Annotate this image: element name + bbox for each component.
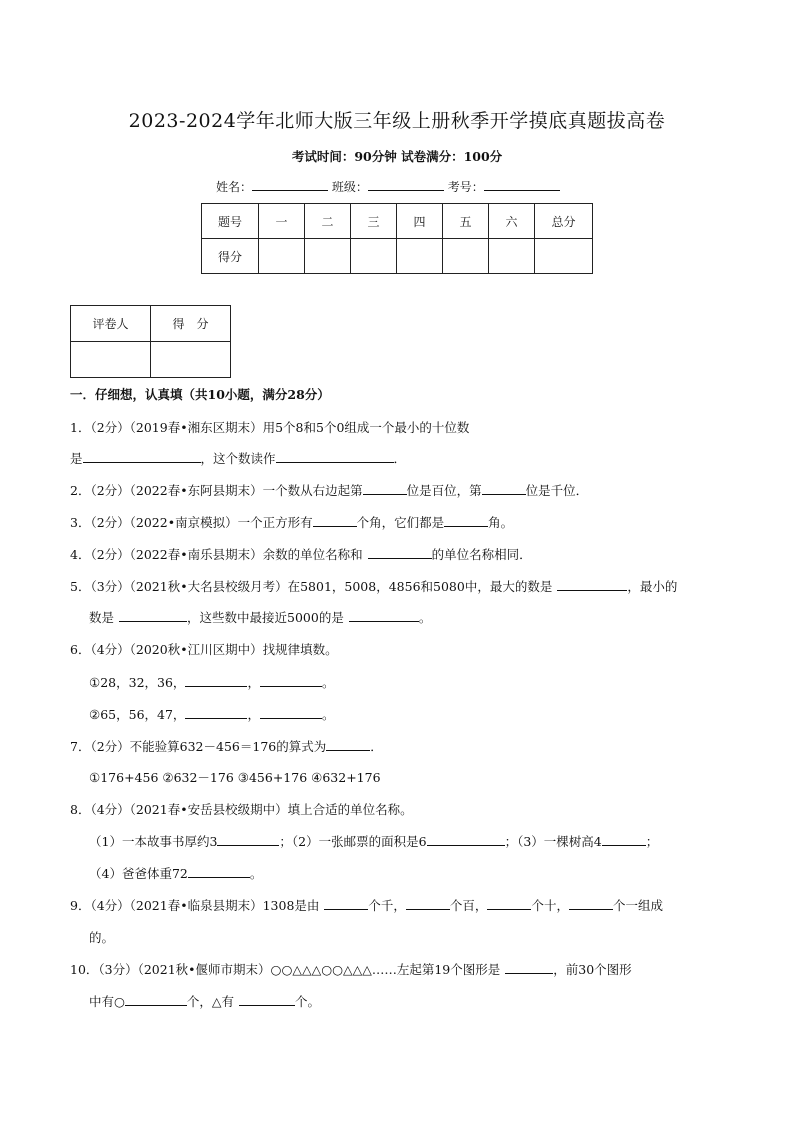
question-5-line2: [89, 608, 431, 626]
score-header-cell: 四: [397, 204, 443, 239]
id-label: 考号：: [447, 180, 484, 194]
question-10: [70, 960, 632, 978]
student-info-line: [216, 178, 560, 195]
score-cell[interactable]: [489, 239, 535, 274]
q10-text-d: 个，△有: [186, 994, 235, 1009]
q6-blank-4[interactable]: [260, 706, 322, 719]
q9-text-f: 的。: [89, 930, 115, 945]
q3-text-a: 3．（2分）（2022•南京模拟）一个正方形有: [70, 515, 313, 530]
score-table: [201, 203, 593, 274]
score-cell[interactable]: [351, 239, 397, 274]
score-header-cell: 五: [443, 204, 489, 239]
q8-blank-4[interactable]: [188, 865, 250, 878]
q1-blank-2[interactable]: [276, 450, 394, 463]
section-heading: 一．仔细想，认真填（共10小题，满分28分）: [70, 387, 330, 402]
q4-text-a: 4．（2分）（2022春•南乐县期末）余数的单位名称和: [70, 547, 363, 562]
q6-blank-1[interactable]: [185, 674, 247, 687]
q9-blank-2[interactable]: [406, 897, 450, 910]
q7-end: ．: [370, 739, 383, 754]
q6-sep: ，: [247, 707, 260, 722]
score-header-cell: 二: [305, 204, 351, 239]
name-blank[interactable]: [252, 178, 328, 191]
score-row-label: 得分: [202, 239, 259, 274]
q2-text-b: 位是百位，第: [406, 483, 482, 498]
grader-label: 评卷人: [71, 306, 151, 342]
q1-text-c: ．: [393, 451, 407, 466]
score-cell[interactable]: [397, 239, 443, 274]
q9-text-e: 个一组成: [612, 898, 663, 913]
q8-blank-1[interactable]: [217, 833, 279, 846]
question-1: [70, 418, 469, 436]
q9-text-d: 个十，: [531, 898, 569, 913]
grader-table: [70, 305, 231, 378]
question-5: [70, 577, 677, 595]
question-6-part1: [89, 673, 334, 691]
grader-score-label: 得 分: [151, 306, 231, 342]
q10-text-c: 中有○: [89, 994, 125, 1009]
question-10-line2: [89, 992, 320, 1010]
q10-text-e: 个。: [295, 994, 321, 1009]
question-4: [70, 545, 532, 563]
question-9: [70, 896, 663, 914]
grader-cell[interactable]: [71, 342, 151, 378]
q8-text-f: 。: [249, 866, 263, 881]
question-8-line2: [89, 832, 658, 850]
q6-blank-2[interactable]: [260, 674, 322, 687]
q9-blank-3[interactable]: [487, 897, 531, 910]
score-table-value-row: [202, 239, 593, 274]
q8-text-d: ；: [645, 834, 659, 849]
question-1-line2: [70, 449, 406, 467]
q6-part2-text: ②65，56，47，: [89, 707, 186, 722]
q9-blank-1[interactable]: [324, 897, 368, 910]
q5-text-b: ，最小的: [627, 579, 678, 594]
q2-text-a: 2．（2分）（2022春•东阿县期末）一个数从右边起第: [70, 483, 363, 498]
score-cell[interactable]: [443, 239, 489, 274]
q1-blank-1[interactable]: [83, 450, 201, 463]
question-6-part2: [89, 705, 334, 723]
q8-blank-2[interactable]: [427, 833, 505, 846]
question-8-line3: [89, 864, 262, 882]
q8-text-b: ；（2）一张邮票的面积是6: [279, 834, 427, 849]
q3-blank-1[interactable]: [313, 514, 357, 527]
score-header-cell: 题号: [202, 204, 259, 239]
q9-text-b: 个千，: [368, 898, 406, 913]
question-6: [70, 640, 338, 658]
q5-text-d: ，这些数中最接近5000的是: [187, 610, 344, 625]
q4-text-b: 的单位名称相同．: [431, 547, 532, 562]
name-label: 姓名：: [216, 180, 253, 194]
q8-text-a: （1）一本故事书厚约3: [89, 834, 218, 849]
q3-blank-2[interactable]: [444, 514, 488, 527]
q5-text-e: 。: [418, 610, 432, 625]
score-cell[interactable]: [305, 239, 351, 274]
grader-score-cell[interactable]: [151, 342, 231, 378]
q5-text-a: 5．（3分）（2021秋•大名县校级月考）在5801，5008，4856和5080中，最大的数是: [70, 579, 553, 594]
q9-text-c: 个百，: [449, 898, 488, 913]
q3-text-c: 角。: [488, 515, 514, 530]
q10-blank-1[interactable]: [505, 961, 553, 974]
q6-blank-3[interactable]: [185, 706, 247, 719]
class-blank[interactable]: [368, 178, 444, 191]
q3-text-b: 个角，它们都是: [356, 515, 445, 530]
q10-text-b: ，前30个图形: [553, 962, 632, 977]
q6-part1-text: ①28，32，36，: [89, 675, 186, 690]
q7-text: 7．（2分）不能验算632－456＝176的算式为: [70, 739, 327, 754]
q1-text-b: ，这个数读作: [200, 451, 276, 466]
q10-text-a: 10．（3分）（2021秋•偃师市期末）○○△△△○○△△△……左起第19个图形是: [70, 962, 501, 977]
question-7: [70, 737, 383, 755]
id-blank[interactable]: [484, 178, 560, 191]
q6-end: 。: [321, 675, 335, 690]
class-label: 班级：: [331, 180, 368, 194]
q10-blank-2[interactable]: [125, 993, 187, 1006]
q5-blank-2[interactable]: [119, 609, 187, 622]
q9-text-a: 9．（4分）（2021春•临泉县期末）1308是由: [70, 898, 320, 913]
question-8: [70, 800, 413, 818]
score-cell[interactable]: [535, 239, 593, 274]
question-3: [70, 513, 513, 531]
q6-text: 6．（4分）（2020秋•江川区期中）找规律填数。: [70, 642, 338, 657]
score-header-cell: 总分: [535, 204, 593, 239]
q6-sep: ，: [247, 675, 260, 690]
question-7-options: [89, 768, 381, 786]
q8-text-c: ；（3）一棵树高4: [504, 834, 602, 849]
q8-blank-3[interactable]: [602, 833, 646, 846]
q5-text-c: 数是: [89, 610, 115, 625]
question-2: [70, 481, 588, 499]
q7-options: ①176+456 ②632－176 ③456+176 ④632+176: [89, 770, 381, 785]
score-table-header-row: [202, 204, 593, 239]
q9-blank-4[interactable]: [569, 897, 613, 910]
q10-blank-3[interactable]: [239, 993, 295, 1006]
score-cell[interactable]: [259, 239, 305, 274]
q7-blank[interactable]: [326, 738, 370, 751]
question-9-line2: [89, 928, 114, 946]
q1-text-a: 是: [70, 451, 83, 466]
q2-text-c: 位是千位．: [525, 483, 589, 498]
q8-text-e: （4）爸爸体重72: [89, 866, 188, 881]
score-header-cell: 一: [259, 204, 305, 239]
q4-blank[interactable]: [368, 546, 432, 559]
q1-text: 1．（2分）（2019春•湘东区期末）用5个8和5个0组成一个最小的十位数: [70, 420, 470, 435]
q6-end: 。: [321, 707, 335, 722]
exam-subtitle: 考试时间：90分钟 试卷满分：100分: [291, 149, 503, 164]
score-header-cell: 三: [351, 204, 397, 239]
q8-text: 8．（4分）（2021春•安岳县校级期中）填上合适的单位名称。: [70, 802, 413, 817]
q5-blank-1[interactable]: [557, 578, 627, 591]
q5-blank-3[interactable]: [349, 609, 419, 622]
exam-title: 2023-2024学年北师大版三年级上册秋季开学摸底真题拔高卷: [128, 110, 666, 132]
score-header-cell: 六: [489, 204, 535, 239]
q2-blank-2[interactable]: [482, 482, 526, 495]
q2-blank-1[interactable]: [363, 482, 407, 495]
